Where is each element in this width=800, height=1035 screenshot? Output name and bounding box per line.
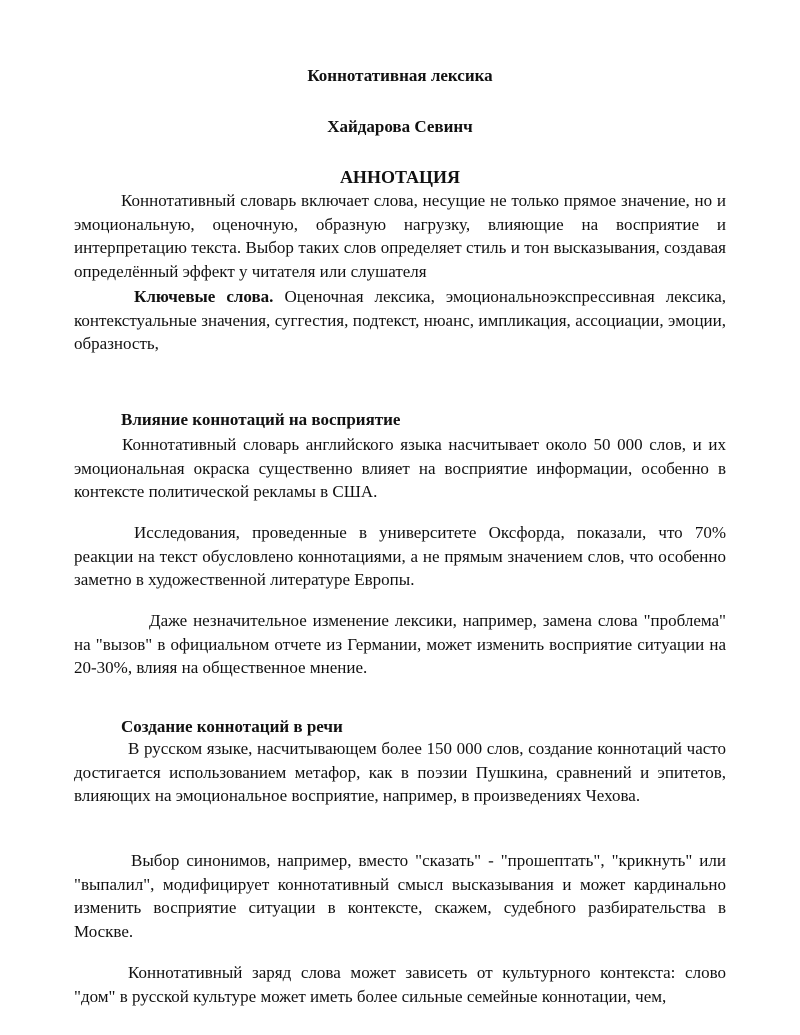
author-name: Хайдарова Севинч bbox=[327, 117, 473, 136]
abstract-paragraph bbox=[74, 189, 726, 283]
section2-paragraph-1: В русском языке, насчитывающем более 150 000 слов, создание коннотаций часто достигается использованием метафор, как в поэзии Пушкина, сравнений и эпитетов, влияющих на эмоциональное восприятие, например, в произведениях Чехова. bbox=[74, 739, 726, 806]
section2-paragraph-3: Коннотативный заряд слова может зависеть от культурного контекста: слово "дом" в русской культуре может иметь более сильные семейные коннотации, чем, bbox=[74, 963, 726, 1006]
section1-paragraph-2: Исследования, проведенные в университете Оксфорда, показали, что 70% реакции на текст обусловлено коннотациями, а не прямым значением слов, что особенно заметно в художественной литературе Европы. bbox=[74, 523, 726, 590]
abstract-text: Коннотативный словарь включает слова, несущие не только прямое значение, но и эмоциональную, оценочную, образную нагрузку, влияющие на восприятие и интерпретацию текста. Выбор таких слов определяет стиль и тон высказывания, создавая определённый эффект у читателя или слушателя bbox=[74, 191, 726, 281]
keywords-text: Оценочная лексика, эмоциональноэкспрессивная лексика, контекстуальные значения, суггестия, подтекст, нюанс, импликация, ассоциации, эмоции, образность, bbox=[74, 287, 726, 354]
section2-paragraph-2: Выбор синонимов, например, вместо "сказать" - "прошептать", "крикнуть" или "выпалил", модифицирует коннотативный смысл высказывания и может кардинально изменить восприятие ситуации в контексте, скажем, судебного разбирательства в Москве. bbox=[74, 851, 726, 941]
keywords-paragraph bbox=[74, 285, 726, 356]
section2-heading: Создание коннотаций в речи bbox=[121, 717, 343, 736]
section1-heading: Влияние коннотаций на восприятие bbox=[121, 410, 401, 429]
document-title: Коннотативная лексика bbox=[307, 66, 493, 85]
keywords-label: Ключевые слова. bbox=[134, 287, 274, 306]
section1-paragraph-1: Коннотативный словарь английского языка насчитывает около 50 000 слов, и их эмоциональная окраска существенно влияет на восприятие информации, особенно в контексте политической рекламы в США. bbox=[74, 435, 726, 502]
abstract-heading: АННОТАЦИЯ bbox=[339, 167, 461, 187]
section1-paragraph-3: Даже незначительное изменение лексики, например, замена слова "проблема" на "вызов" в официальном отчете из Германии, может изменить восприятие ситуации на 20-30%, влияя на общественное мнение. bbox=[74, 611, 726, 678]
